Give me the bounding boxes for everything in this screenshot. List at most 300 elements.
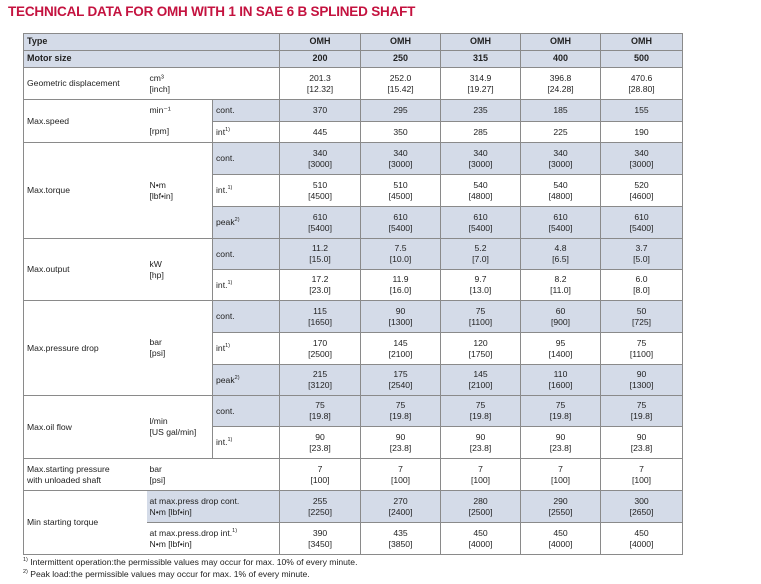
unit-cell bbox=[147, 239, 213, 301]
size-text: 315 bbox=[473, 53, 489, 64]
row-label: Max.pressure drop bbox=[27, 342, 99, 353]
value-text: 145 bbox=[393, 337, 408, 348]
value-text: 7 bbox=[478, 463, 483, 474]
value-text: 450 bbox=[634, 527, 649, 538]
value-cell bbox=[441, 100, 521, 122]
value-text: 75 bbox=[315, 400, 325, 411]
value-text: [100] bbox=[310, 474, 330, 485]
size-cell bbox=[601, 51, 683, 68]
value-text: [100] bbox=[390, 474, 411, 485]
mode-label: int. bbox=[216, 437, 228, 448]
mode-cell bbox=[213, 427, 280, 459]
value-text: [2250] bbox=[308, 506, 332, 517]
condition-text: at max.press.drop int. bbox=[149, 527, 233, 538]
value-text: 255 bbox=[312, 495, 328, 506]
footnote-mark: 2) bbox=[234, 217, 240, 224]
value-text: 145 bbox=[473, 369, 488, 380]
condition-cell bbox=[147, 523, 280, 555]
size-text: 200 bbox=[312, 53, 328, 64]
footnote-1: $^{1)}$ Intermittent operation:the permissible values may occur for max. 10% of every minute. bbox=[23, 557, 358, 567]
value-cell bbox=[601, 365, 683, 396]
value-text: [11.0] bbox=[550, 285, 571, 295]
value-text: 295 bbox=[393, 105, 408, 116]
value-cell bbox=[521, 100, 601, 122]
value-text: [5400] bbox=[548, 222, 573, 233]
unit-text: cm³ bbox=[149, 72, 164, 83]
table-row bbox=[24, 51, 683, 68]
value-text: 155 bbox=[634, 105, 649, 116]
size-text: 400 bbox=[553, 53, 569, 64]
value-cell bbox=[361, 68, 441, 100]
value-text: [900] bbox=[550, 316, 571, 327]
type-cell bbox=[521, 34, 601, 51]
mode-label: int. bbox=[216, 185, 228, 196]
value-text: 3.7 bbox=[635, 243, 648, 254]
type-cell bbox=[601, 34, 683, 51]
value-cell bbox=[361, 427, 441, 459]
value-text: [1750] bbox=[468, 348, 493, 359]
value-text: 11.9 bbox=[392, 274, 409, 285]
value-cell bbox=[280, 459, 361, 491]
value-text: 90 bbox=[395, 431, 406, 442]
value-cell bbox=[361, 333, 441, 365]
value-text: 170 bbox=[312, 337, 328, 348]
value-text: 7.5 bbox=[394, 243, 407, 254]
condition-text: at max.press drop cont. bbox=[149, 495, 240, 506]
value-cell bbox=[280, 270, 361, 301]
type-text: OMH bbox=[550, 36, 572, 47]
footnote-mark: 1) bbox=[225, 126, 230, 133]
table-row bbox=[24, 100, 683, 122]
value-text: [3000] bbox=[629, 158, 654, 169]
value-cell bbox=[521, 491, 601, 523]
unit-text: [psi] bbox=[149, 474, 166, 485]
value-cell bbox=[441, 143, 521, 175]
value-text: [5.0] bbox=[633, 254, 650, 264]
value-text: 225 bbox=[553, 126, 568, 137]
value-cell bbox=[280, 68, 361, 100]
value-text: [13.0] bbox=[469, 285, 492, 295]
table-row bbox=[24, 396, 683, 427]
value-text: 95 bbox=[555, 337, 566, 348]
value-cell bbox=[441, 239, 521, 270]
value-cell bbox=[601, 239, 683, 270]
value-text: [1400] bbox=[548, 348, 573, 359]
mode-label: peak bbox=[216, 374, 235, 385]
value-cell bbox=[521, 365, 601, 396]
value-text: 470.6 bbox=[630, 72, 653, 83]
value-cell bbox=[280, 175, 361, 207]
unit-cell bbox=[147, 68, 280, 100]
value-cell bbox=[601, 207, 683, 239]
value-text: [725] bbox=[631, 316, 652, 327]
condition-cell bbox=[147, 491, 280, 523]
type-cell bbox=[441, 34, 521, 51]
unit-cell bbox=[147, 396, 213, 459]
value-cell bbox=[361, 301, 441, 333]
mode-cell bbox=[213, 207, 280, 239]
value-text: [2400] bbox=[388, 506, 413, 517]
value-text: 610 bbox=[312, 211, 328, 222]
value-text: 75 bbox=[475, 305, 486, 316]
value-text: 340 bbox=[473, 147, 488, 158]
value-text: [100] bbox=[470, 474, 491, 485]
value-cell bbox=[521, 122, 601, 143]
value-text: 115 bbox=[313, 305, 327, 316]
value-text: 610 bbox=[473, 211, 488, 222]
min-torque-label bbox=[24, 491, 147, 555]
unit-text: bar bbox=[149, 463, 162, 474]
unit-text: kW bbox=[149, 258, 162, 269]
footnote-mark: 1) bbox=[227, 437, 233, 444]
footnote-mark: 1) bbox=[227, 279, 233, 286]
value-cell bbox=[280, 122, 361, 143]
value-cell bbox=[441, 207, 521, 239]
type-cell bbox=[280, 34, 361, 51]
value-text: [5400] bbox=[468, 222, 493, 233]
value-text: 7 bbox=[558, 463, 563, 474]
value-text: [10.0] bbox=[389, 254, 412, 264]
value-text: [23.8] bbox=[309, 442, 331, 453]
value-text: 370 bbox=[312, 105, 328, 116]
size-cell bbox=[441, 51, 521, 68]
value-text: 510 bbox=[312, 179, 328, 190]
value-cell bbox=[601, 100, 683, 122]
value-text: [6.5] bbox=[552, 254, 569, 264]
value-cell bbox=[601, 523, 683, 555]
value-cell bbox=[280, 491, 361, 523]
value-text: [1100] bbox=[629, 348, 654, 359]
value-text: [16.0] bbox=[389, 285, 412, 295]
table-row bbox=[24, 459, 683, 491]
value-text: 540 bbox=[553, 179, 568, 190]
value-text: [3000] bbox=[468, 158, 493, 169]
value-cell bbox=[521, 333, 601, 365]
mode-label: cont. bbox=[216, 405, 235, 416]
value-cell bbox=[441, 175, 521, 207]
unit-text: l/min bbox=[149, 416, 168, 427]
value-cell bbox=[361, 396, 441, 427]
value-text: [3450] bbox=[308, 538, 332, 549]
mode-cell bbox=[213, 175, 280, 207]
size-label bbox=[24, 51, 280, 68]
value-text: 340 bbox=[553, 147, 568, 158]
value-text: [23.8] bbox=[630, 442, 653, 453]
mode-label: int bbox=[216, 126, 226, 137]
condition-text: N•m [lbf•in] bbox=[149, 538, 192, 549]
unit-text: bar bbox=[149, 337, 162, 348]
value-cell bbox=[441, 523, 521, 555]
value-cell bbox=[521, 427, 601, 459]
page-title: TECHNICAL DATA FOR OMH WITH 1 IN SAE 6 B SPLINED SHAFT bbox=[8, 4, 416, 19]
table-row bbox=[24, 34, 683, 51]
size-text: 250 bbox=[393, 53, 409, 64]
value-text: [19.8] bbox=[630, 411, 653, 421]
value-cell bbox=[601, 175, 683, 207]
value-cell bbox=[441, 333, 521, 365]
value-text: [8.0] bbox=[633, 285, 650, 295]
value-text: 60 bbox=[555, 305, 566, 316]
mode-label: cont. bbox=[216, 248, 235, 259]
mode-label: cont. bbox=[216, 153, 235, 164]
mode-cell bbox=[213, 143, 280, 175]
value-cell bbox=[361, 100, 441, 122]
value-cell bbox=[361, 365, 441, 396]
value-text: [2500] bbox=[468, 506, 493, 517]
value-cell bbox=[361, 270, 441, 301]
value-text: [3000] bbox=[388, 158, 413, 169]
value-text: [4000] bbox=[468, 538, 493, 549]
table-row bbox=[24, 68, 683, 100]
value-cell bbox=[601, 301, 683, 333]
value-cell bbox=[441, 122, 521, 143]
row-label: Max.speed bbox=[27, 115, 70, 126]
value-text: [3850] bbox=[388, 538, 413, 549]
value-text: 270 bbox=[393, 495, 408, 506]
value-text: [100] bbox=[550, 474, 571, 485]
value-cell bbox=[361, 523, 441, 555]
row-label: Geometric displacement bbox=[27, 78, 120, 89]
size-text: 500 bbox=[634, 53, 650, 64]
unit-text: [lbf•in] bbox=[149, 190, 174, 201]
value-cell bbox=[361, 207, 441, 239]
value-text: 190 bbox=[634, 126, 649, 137]
value-text: 90 bbox=[395, 305, 406, 316]
starting-pressure-label bbox=[24, 459, 147, 491]
value-text: 90 bbox=[475, 431, 486, 442]
value-text: [4000] bbox=[548, 538, 573, 549]
value-text: 300 bbox=[634, 495, 649, 506]
row-label: Min starting torque bbox=[27, 517, 99, 528]
value-text: [4600] bbox=[629, 190, 654, 201]
value-cell bbox=[361, 122, 441, 143]
value-cell bbox=[280, 396, 361, 427]
value-text: 75 bbox=[475, 400, 486, 411]
speed-label bbox=[24, 100, 147, 143]
footnote-2: $^{2)}$ Peak load:the permissible values may occur for max. 1% of every minute. bbox=[23, 569, 310, 579]
value-cell bbox=[441, 491, 521, 523]
value-text: 396.8 bbox=[549, 72, 572, 83]
table-row bbox=[24, 491, 683, 523]
value-text: [4800] bbox=[548, 190, 573, 201]
value-cell bbox=[601, 68, 683, 100]
value-text: [19.8] bbox=[309, 411, 331, 421]
value-text: [2540] bbox=[388, 380, 413, 390]
value-text: 6.0 bbox=[635, 274, 648, 285]
value-cell bbox=[361, 491, 441, 523]
value-cell bbox=[601, 143, 683, 175]
value-cell bbox=[280, 523, 361, 555]
mode-label: int bbox=[216, 343, 226, 354]
value-text: [28.80] bbox=[628, 83, 655, 94]
value-cell bbox=[601, 396, 683, 427]
mode-cell bbox=[213, 270, 280, 301]
value-text: 340 bbox=[312, 147, 328, 158]
unit-text: [rpm] bbox=[149, 126, 170, 137]
value-text: 90 bbox=[636, 369, 647, 380]
footnote-mark: 1) bbox=[225, 343, 230, 350]
value-text: 90 bbox=[636, 431, 647, 442]
unit-cell bbox=[147, 301, 213, 396]
pressure-label bbox=[24, 301, 147, 396]
value-text: 7 bbox=[317, 463, 323, 474]
value-text: [7.0] bbox=[472, 254, 489, 264]
mode-label: peak bbox=[216, 217, 235, 228]
value-cell bbox=[361, 143, 441, 175]
value-text: [19.8] bbox=[469, 411, 492, 421]
value-text: 390 bbox=[312, 527, 328, 538]
condition-text: N•m [lbf•in] bbox=[149, 506, 192, 517]
unit-text: [inch] bbox=[149, 83, 171, 94]
value-text: [1300] bbox=[388, 316, 413, 327]
value-cell bbox=[521, 459, 601, 491]
value-cell bbox=[521, 175, 601, 207]
value-text: [19.27] bbox=[467, 83, 494, 94]
mode-label: cont. bbox=[216, 105, 235, 116]
value-cell bbox=[521, 143, 601, 175]
value-cell bbox=[441, 301, 521, 333]
value-text: 11.2 bbox=[311, 243, 329, 254]
value-text: [4000] bbox=[629, 538, 654, 549]
value-text: [2100] bbox=[388, 348, 413, 359]
value-text: [2650] bbox=[629, 506, 654, 517]
value-cell bbox=[361, 239, 441, 270]
value-text: [24.28] bbox=[547, 83, 574, 94]
value-cell bbox=[280, 100, 361, 122]
value-cell bbox=[601, 122, 683, 143]
value-text: [4500] bbox=[308, 190, 332, 201]
torque-label bbox=[24, 143, 147, 239]
unit-text: [US gal/min] bbox=[149, 427, 197, 437]
value-text: [19.8] bbox=[389, 411, 412, 421]
technical-data-table bbox=[23, 33, 683, 555]
mode-label: int. bbox=[216, 279, 228, 290]
value-cell bbox=[601, 427, 683, 459]
value-text: [3000] bbox=[308, 158, 332, 169]
value-text: [19.8] bbox=[549, 411, 572, 421]
mode-cell bbox=[213, 396, 280, 427]
value-text: 75 bbox=[555, 400, 566, 411]
value-cell bbox=[521, 301, 601, 333]
mode-cell bbox=[213, 122, 280, 143]
mode-cell bbox=[213, 100, 280, 122]
type-text: OMH bbox=[631, 36, 653, 47]
value-text: 252.0 bbox=[389, 72, 412, 83]
oilflow-label bbox=[24, 396, 147, 459]
unit-cell bbox=[147, 143, 213, 239]
value-text: [3120] bbox=[308, 380, 332, 390]
value-text: 540 bbox=[473, 179, 488, 190]
value-text: [3000] bbox=[548, 158, 573, 169]
value-cell bbox=[521, 270, 601, 301]
value-text: [23.8] bbox=[389, 442, 412, 453]
value-text: 314.9 bbox=[469, 72, 492, 83]
value-cell bbox=[280, 365, 361, 396]
value-text: [23.8] bbox=[469, 442, 492, 453]
table-row bbox=[24, 239, 683, 270]
value-cell bbox=[521, 523, 601, 555]
value-cell bbox=[601, 333, 683, 365]
value-text: [12.32] bbox=[306, 83, 334, 94]
value-text: 4.8 bbox=[554, 243, 567, 254]
value-text: 290 bbox=[553, 495, 568, 506]
value-cell bbox=[601, 459, 683, 491]
table-row bbox=[24, 301, 683, 333]
value-text: 175 bbox=[393, 369, 408, 380]
value-text: [2550] bbox=[548, 506, 573, 517]
footnote-mark: 1) bbox=[232, 527, 238, 534]
value-text: [4500] bbox=[388, 190, 413, 201]
value-cell bbox=[280, 301, 361, 333]
value-cell bbox=[280, 427, 361, 459]
value-text: [1100] bbox=[468, 316, 493, 327]
value-text: [5400] bbox=[308, 222, 332, 233]
table-row bbox=[24, 143, 683, 175]
type-text: OMH bbox=[470, 36, 492, 47]
unit-text: [hp] bbox=[149, 269, 164, 280]
mode-cell bbox=[213, 333, 280, 365]
value-text: [23.8] bbox=[549, 442, 572, 453]
value-cell bbox=[441, 270, 521, 301]
value-text: [23.0] bbox=[309, 285, 331, 295]
value-text: 610 bbox=[553, 211, 568, 222]
value-text: 75 bbox=[395, 400, 406, 411]
value-cell bbox=[441, 427, 521, 459]
size-cell bbox=[361, 51, 441, 68]
value-cell bbox=[441, 459, 521, 491]
unit-cell bbox=[147, 122, 213, 143]
value-cell bbox=[280, 333, 361, 365]
value-text: [1650] bbox=[308, 316, 332, 327]
value-text: [2100] bbox=[468, 380, 493, 390]
footnotes bbox=[23, 556, 357, 580]
size-label-text: Motor size bbox=[27, 53, 72, 64]
value-cell bbox=[601, 270, 683, 301]
value-text: 7 bbox=[398, 463, 403, 474]
value-text: 215 bbox=[312, 369, 328, 380]
value-text: 8.2 bbox=[554, 274, 567, 285]
value-text: [5400] bbox=[629, 222, 654, 233]
value-text: 520 bbox=[634, 179, 649, 190]
value-cell bbox=[280, 143, 361, 175]
value-text: 285 bbox=[473, 126, 488, 137]
value-text: [15.42] bbox=[387, 83, 414, 94]
row-label: Max.starting pressure bbox=[27, 463, 110, 474]
mode-cell bbox=[213, 239, 280, 270]
value-text: 445 bbox=[312, 126, 328, 137]
mode-label: cont. bbox=[216, 311, 235, 322]
type-cell bbox=[361, 34, 441, 51]
type-label-text: Type bbox=[27, 36, 48, 47]
value-text: 75 bbox=[636, 400, 647, 411]
value-text: 185 bbox=[553, 105, 568, 116]
value-cell bbox=[441, 68, 521, 100]
value-text: 350 bbox=[393, 126, 408, 137]
value-text: [5400] bbox=[388, 222, 413, 233]
row-label: Max.torque bbox=[27, 185, 70, 196]
value-cell bbox=[441, 396, 521, 427]
value-text: 120 bbox=[473, 337, 488, 348]
value-cell bbox=[521, 396, 601, 427]
value-cell bbox=[601, 491, 683, 523]
value-text: 435 bbox=[393, 527, 408, 538]
value-text: 110 bbox=[553, 369, 568, 380]
type-text: OMH bbox=[309, 36, 331, 47]
value-cell bbox=[361, 459, 441, 491]
value-text: 450 bbox=[553, 527, 568, 538]
value-text: 340 bbox=[393, 147, 408, 158]
value-text: 75 bbox=[636, 337, 647, 348]
